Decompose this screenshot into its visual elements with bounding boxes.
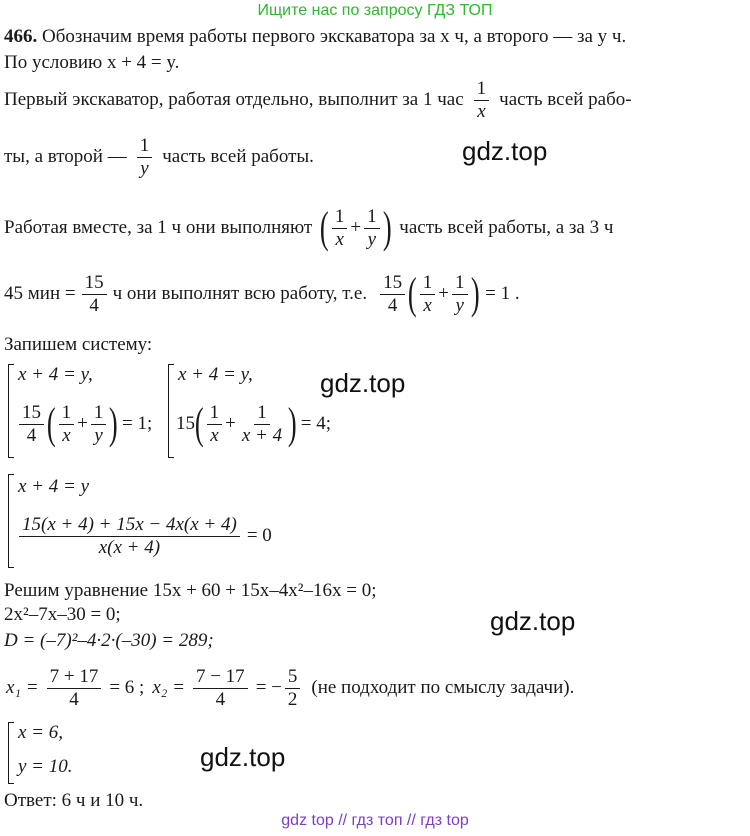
equation: y = 10. xyxy=(18,756,73,777)
equation: x + 4 = y, xyxy=(18,364,93,385)
denominator: x xyxy=(210,424,219,446)
text: = 1; xyxy=(122,413,153,434)
paragraph-line: Запишем систему: xyxy=(4,334,153,355)
numerator: 1 xyxy=(474,79,490,101)
text: x₂ = xyxy=(152,677,185,698)
paragraph-line xyxy=(4,26,626,48)
numerator: 15 xyxy=(380,273,405,295)
denominator: 2 xyxy=(287,688,298,710)
numerator: 1 xyxy=(364,207,380,229)
text: Первый экскаватор, работая отдельно, выполнит за 1 час xyxy=(4,89,464,110)
text: Работая вместе, за 1 ч они выполняют xyxy=(4,217,313,238)
paragraph-line xyxy=(4,132,314,182)
denominator: x(x + 4) xyxy=(98,536,161,558)
paragraph-line xyxy=(4,78,632,122)
text: x₁ = xyxy=(6,677,39,698)
text: = 1 . xyxy=(485,283,520,304)
text: ч они выполнят всю работу, т.е. xyxy=(112,283,368,304)
numerator: 1 xyxy=(59,403,75,425)
site-header-link[interactable]: Ищите нас по запросу ГДЗ ТОП xyxy=(257,2,493,19)
sum-expression: ( $\frac{1}{x}$ + $\frac{1}{y}$ ) xyxy=(320,203,392,252)
denominator: x xyxy=(335,228,344,250)
text: (не подходит по смыслу задачи). xyxy=(311,677,575,698)
equation: 15 ( $\frac{1}{x}$ + $\frac{1}{x + 4}$ ) = 4; xyxy=(176,399,332,448)
text: 15 xyxy=(176,413,195,434)
text: Обозначим время работы первого экскаватора за x ч, а второго — за y ч. xyxy=(42,26,627,47)
numerator: 1 xyxy=(91,403,107,425)
system-brace xyxy=(8,474,14,568)
watermark: gdz.top xyxy=(320,368,406,398)
text: = 4; xyxy=(300,413,332,434)
numerator: 1 xyxy=(137,136,153,158)
numerator: 15 xyxy=(19,403,44,425)
watermark: gdz.top xyxy=(490,606,576,636)
paragraph-line: Решим уравнение 15x + 60 + 15x–4x²–16x = 0; xyxy=(4,580,377,601)
text: = 0 xyxy=(246,525,272,546)
denominator: y xyxy=(367,228,377,250)
text: = − xyxy=(255,677,282,698)
paragraph-line: D = (–7)²–4·2·(–30) = 289; xyxy=(4,630,214,651)
work-equation: $\frac{15}{4}$ ( $\frac{1}{x}$ + $\frac{1}{y}$ ) xyxy=(377,272,479,316)
answer-line: Ответ: 6 ч и 10 ч. xyxy=(4,790,144,811)
denominator: y xyxy=(94,424,103,446)
text: часть всей работы. xyxy=(162,146,314,167)
equation xyxy=(16,506,272,566)
roots-line xyxy=(6,660,574,716)
paragraph-line xyxy=(4,200,613,256)
numerator: 5 xyxy=(285,667,301,689)
denominator: 4 xyxy=(26,424,37,446)
numerator: 15(x + 4) + 15x − 4x(x + 4) xyxy=(19,515,240,537)
fraction-1-over-x xyxy=(474,79,490,122)
problem-number: 466. xyxy=(4,26,38,47)
numerator: 1 xyxy=(420,273,436,295)
denominator: 4 xyxy=(89,294,99,316)
system-brace xyxy=(8,722,14,784)
numerator: 7 + 17 xyxy=(47,667,102,689)
equation: x + 4 = y, xyxy=(178,364,253,385)
numerator: 1 xyxy=(254,403,270,425)
system-brace xyxy=(168,364,174,458)
text: часть всей работы, а за 3 ч xyxy=(399,217,614,238)
paragraph-line: 2x²–7x–30 = 0; xyxy=(4,604,121,625)
denominator: y xyxy=(455,294,464,316)
denominator: 4 xyxy=(387,294,398,316)
denominator: 4 xyxy=(215,688,226,710)
fraction-1-over-y xyxy=(137,136,153,179)
text: ты, а второй — xyxy=(4,146,127,167)
denominator: x xyxy=(62,424,71,446)
text: = 6 ; xyxy=(109,677,145,698)
equation: x + 4 = y xyxy=(18,476,90,497)
numerator: 15 xyxy=(82,273,107,295)
equation: $\frac{15}{4}$ ( $\frac{1}{x}$ + $\frac{1}{y}$ ) = 1; xyxy=(16,396,152,452)
site-footer-link[interactable]: gdz top // гдз топ // гдз top xyxy=(281,812,469,829)
equation: x = 6, xyxy=(18,722,64,743)
numerator: 1 xyxy=(207,403,223,425)
fraction-15-over-4 xyxy=(82,273,107,316)
text: 45 мин = xyxy=(4,283,76,304)
paragraph-line xyxy=(4,266,520,322)
paragraph-line: По условию x + 4 = y. xyxy=(4,52,180,73)
text: часть всей рабо- xyxy=(499,89,632,110)
numerator: 1 xyxy=(452,273,468,295)
watermark: gdz.top xyxy=(462,136,548,166)
system-brace xyxy=(8,364,14,458)
numerator: 7 − 17 xyxy=(193,667,248,689)
denominator: y xyxy=(140,157,149,179)
watermark: gdz.top xyxy=(200,742,286,772)
denominator: 4 xyxy=(69,688,79,710)
denominator: x xyxy=(477,100,486,122)
denominator: x xyxy=(423,294,432,316)
numerator: 1 xyxy=(332,207,348,229)
denominator: x + 4 xyxy=(241,424,283,446)
